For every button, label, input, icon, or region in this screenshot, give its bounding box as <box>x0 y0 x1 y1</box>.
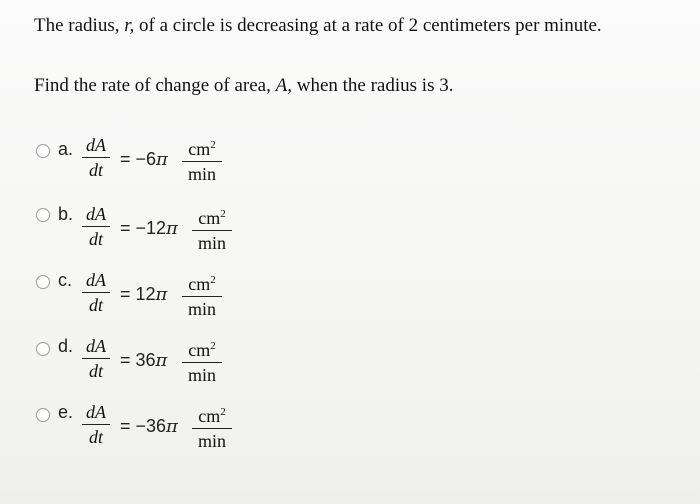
option-d-value <box>120 350 167 371</box>
option-c-deriv-denominator: dt <box>88 295 103 315</box>
option-c-unit-bar <box>182 296 222 297</box>
option-e-derivative <box>82 402 110 447</box>
option-c-unit-exponent: 2 <box>210 274 216 286</box>
option-b-pi: π <box>166 218 178 239</box>
option-d-derivative <box>82 336 110 381</box>
option-e-unit-denominator: min <box>197 431 226 451</box>
option-a-unit-cm: cm <box>188 139 211 159</box>
option-d-letter: d. <box>58 336 74 356</box>
option-c-letter: c. <box>58 270 73 290</box>
option-a-pi: π <box>156 149 168 170</box>
option-d-unit <box>182 336 222 385</box>
option-e-unit-numerator <box>192 402 232 426</box>
option-b-letter: b. <box>58 204 74 224</box>
option-c-number: = 12 <box>120 284 156 304</box>
option-b[interactable] <box>36 204 296 264</box>
option-c-unit-cm: cm <box>188 274 211 294</box>
option-b-radio[interactable] <box>36 208 50 222</box>
option-a-unit-numerator <box>182 135 222 159</box>
option-b-unit <box>192 204 232 253</box>
radius-variable: r, <box>124 15 135 36</box>
option-a-unit <box>182 135 222 184</box>
option-b-unit-denominator: min <box>197 233 226 253</box>
option-b-derivative <box>82 204 110 249</box>
option-c-unit-denominator: min <box>187 299 216 319</box>
option-e-radio[interactable] <box>36 408 50 422</box>
option-e-deriv-bar <box>82 424 110 425</box>
option-d-pi: π <box>155 350 168 371</box>
option-c-deriv-numerator: dA <box>86 270 106 290</box>
option-e-unit-exponent: 2 <box>220 406 226 418</box>
option-d-number: = 36 <box>120 350 156 370</box>
question-line-2 <box>34 75 453 97</box>
option-e-unit <box>192 402 232 451</box>
option-b-deriv-denominator: dt <box>88 229 103 249</box>
option-a-letter: a. <box>58 139 74 159</box>
option-e-unit-cm: cm <box>198 406 221 426</box>
option-d-unit-bar <box>182 362 222 363</box>
option-e-number: = −36 <box>120 416 167 436</box>
area-variable: A, <box>275 75 292 96</box>
option-c-radio[interactable] <box>36 275 50 289</box>
option-d-unit-cm: cm <box>188 340 211 360</box>
question-line-2-suffix: when the radius is 3. <box>296 75 454 96</box>
option-d-deriv-bar <box>82 358 110 359</box>
option-d-unit-numerator <box>182 336 222 360</box>
option-b-unit-numerator <box>192 204 232 228</box>
option-e-unit-bar <box>192 428 232 429</box>
option-e-deriv-denominator: dt <box>88 427 103 447</box>
option-a-unit-denominator: min <box>187 164 216 184</box>
option-c-pi: π <box>155 284 168 305</box>
question-line-1 <box>34 15 602 37</box>
option-a-value <box>120 149 168 170</box>
option-a-unit-exponent: 2 <box>210 139 216 151</box>
option-b-value <box>120 218 178 239</box>
option-e-pi: π <box>166 416 178 437</box>
option-b-unit-cm: cm <box>198 208 221 228</box>
option-b-unit-bar <box>192 230 232 231</box>
option-a-radio[interactable] <box>36 144 50 158</box>
question-line-1-suffix: of a circle is decreasing at a rate of 2 centimeters per minute. <box>139 15 602 36</box>
option-a-deriv-numerator: dA <box>86 135 106 155</box>
option-b-unit-exponent: 2 <box>220 208 226 220</box>
option-d-deriv-numerator: dA <box>86 336 106 356</box>
option-c-derivative <box>82 270 110 315</box>
question-line-1-prefix: The radius, <box>34 15 120 36</box>
option-d-unit-denominator: min <box>187 365 216 385</box>
option-d-unit-exponent: 2 <box>210 340 216 352</box>
option-a-derivative <box>82 135 110 180</box>
option-c-unit-numerator <box>182 270 222 294</box>
option-b-deriv-numerator: dA <box>86 204 106 224</box>
option-d[interactable] <box>36 336 296 396</box>
question-line-2-prefix: Find the rate of change of area, <box>34 75 271 96</box>
option-e-value <box>120 416 178 437</box>
option-a-deriv-bar <box>82 157 110 158</box>
option-a-number: = −6 <box>120 149 157 169</box>
option-a-deriv-denominator: dt <box>88 160 103 180</box>
option-e-deriv-numerator: dA <box>86 402 106 422</box>
option-d-radio[interactable] <box>36 342 50 356</box>
option-b-number: = −12 <box>120 218 167 238</box>
option-c-deriv-bar <box>82 292 110 293</box>
option-c-value <box>120 284 167 305</box>
option-c[interactable] <box>36 270 296 330</box>
option-b-deriv-bar <box>82 226 110 227</box>
option-c-unit <box>182 270 222 319</box>
option-e[interactable] <box>36 402 296 462</box>
option-a-unit-bar <box>182 161 222 162</box>
option-d-deriv-denominator: dt <box>88 361 103 381</box>
option-a[interactable] <box>36 135 296 195</box>
option-e-letter: e. <box>58 402 74 422</box>
